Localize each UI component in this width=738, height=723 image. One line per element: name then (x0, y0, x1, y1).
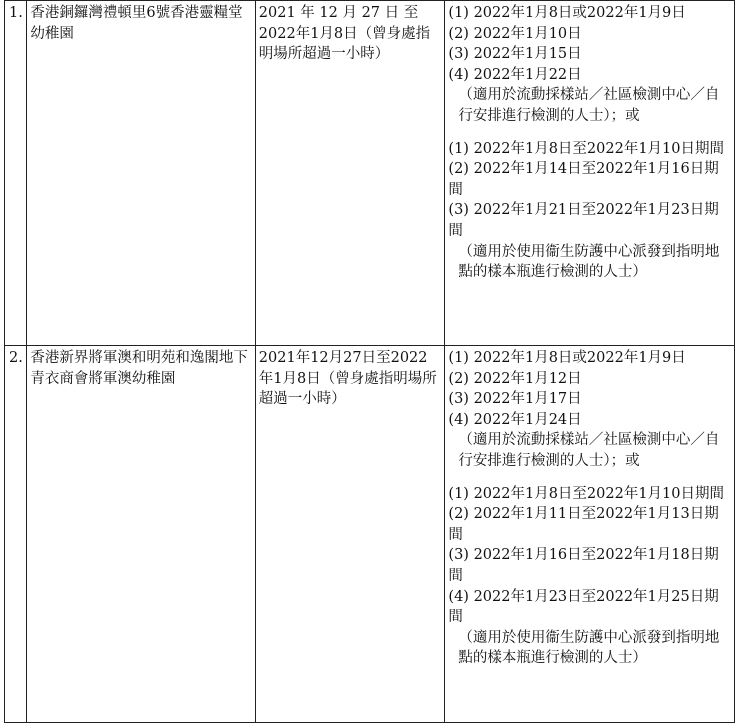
test-date-item: (3) 2022年1月15日 (448, 46, 582, 63)
test-dates-cell (445, 346, 735, 723)
test-date-item: (2) 2022年1月12日 (448, 370, 582, 387)
test-period-item: (1) 2022年1月8日至2022年1月10日期間 (448, 485, 724, 502)
row-number: 2. (5, 346, 27, 723)
test-date-item: (1) 2022年1月8日或2022年1月9日 (448, 350, 686, 366)
date-period: 2021 年 12 月 27 日 至 2022年1月8日（曾身處指明場所超過一小時） (255, 1, 445, 346)
test-note: （適用於流動採樣站／社區檢測中心／自行安排進行檢測的人士）；或 (458, 87, 720, 124)
test-period-item: (2) 2022年1月14日至2022年1月16日期間 (448, 161, 719, 198)
test-dates-cell (445, 1, 735, 346)
test-date-item: (3) 2022年1月17日 (448, 391, 582, 408)
spacer (448, 472, 731, 484)
test-period-item: (4) 2022年1月23日至2022年1月25日期間 (448, 588, 719, 626)
test-period-item: (3) 2022年1月21日至2022年1月23日期間 (448, 202, 719, 239)
spacer (448, 127, 731, 139)
test-note: （適用於使用衞生防護中心派發到指明地點的樣本瓶進行檢測的人士） (458, 243, 720, 281)
premises-address: 香港新界將軍澳和明苑和逸閣地下青衣商會將軍澳幼稚園 (27, 346, 255, 723)
test-date-item: (4) 2022年1月24日 (448, 411, 582, 428)
table-row (5, 1, 735, 346)
test-note: （適用於流動採樣站／社區檢測中心／自行安排進行檢測的人士）；或 (458, 432, 720, 469)
test-period-item: (1) 2022年1月8日至2022年1月10日期間 (448, 140, 724, 157)
test-period-item: (2) 2022年1月11日至2022年1月13日期間 (448, 506, 719, 543)
row-number: 1. (5, 1, 27, 346)
test-date-item: (1) 2022年1月8日或2022年1月9日 (448, 5, 686, 21)
test-date-item: (2) 2022年1月10日 (448, 25, 582, 42)
test-note: （適用於使用衞生防護中心派發到指明地點的樣本瓶進行檢測的人士） (458, 629, 720, 667)
test-date-item: (4) 2022年1月22日 (448, 66, 582, 83)
specified-premises-table (4, 0, 735, 723)
test-period-item: (3) 2022年1月16日至2022年1月18日期間 (448, 547, 719, 584)
premises-address: 香港銅鑼灣禮頓里6號香港靈糧堂幼稚園 (27, 1, 255, 346)
table-row (5, 346, 735, 723)
date-period: 2021年12月27日至2022年1月8日（曾身處指明場所超過一小時） (255, 346, 445, 723)
